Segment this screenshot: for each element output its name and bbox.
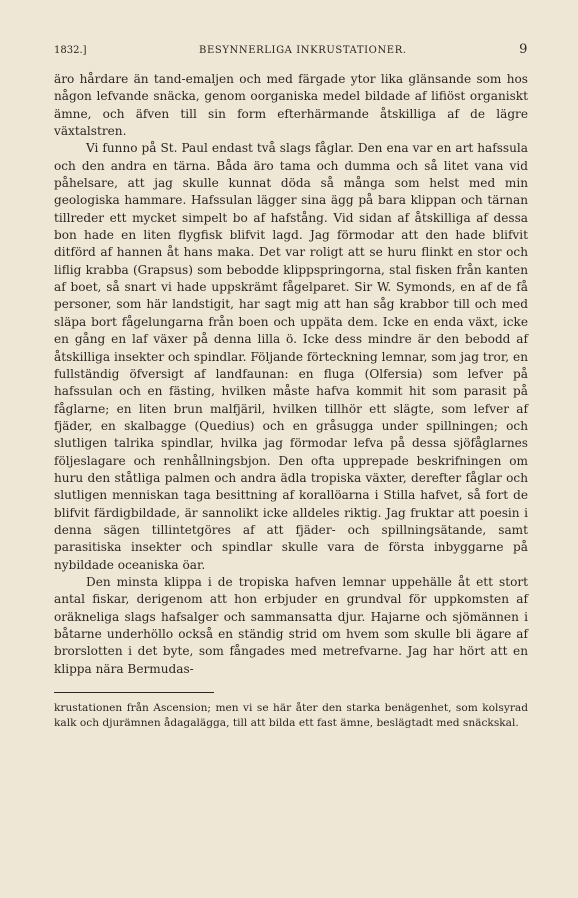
page-number: 9 xyxy=(519,42,528,57)
header-year: 1832.] xyxy=(54,45,87,56)
running-header xyxy=(54,42,528,57)
footnote-divider xyxy=(54,692,214,693)
paragraph-fishes: Den minsta klippa i de tropiska hafven lemnar uppehälle åt ett stort antal fiskar, derigenom att hon erbjuder en grundval för uppkomsten af oräkneliga slags hafsalger och sammansatta djur. Hajarne och sjömännen i båtarne underhöllo också en ständig strid om hvem som skulle bli ägare af brorslotten i det byte, som fångades med metrefvarne. Jag har hört att en klippa nära Bermudas- xyxy=(54,574,528,676)
footnote: krustationen från Ascension; men vi se här åter den starka benägenhet, som kolsyrad kalk och djurämnen ådagalägga, till att bilda ett fast ämne, beslägtadt med snäckskal. xyxy=(54,702,528,730)
main-text xyxy=(54,71,528,678)
header-title: BESYNNERLIGA INKRUSTATIONER. xyxy=(199,45,407,56)
paragraph-birds: Vi funno på St. Paul endast två slags fåglar. Den ena var en art hafssula och den andra en tärna. Båda äro tama och dumma och så litet vana vid påhelsare, att jag skulle kunnat döda så många som helst med min geologiska hammare. Hafssulan lägger sina ägg på bara klippan och tärnan tillreder ett mycket simpelt bo af hafstång. Vid sidan af åtskilliga af dessa bon hade en liten flygfisk blifvit lagd. Jag förmodar att den hade blifvit ditförd af hannen åt hans maka. Det var roligt att se huru flinkt en stor och liflig krabba (Grapsus) som bebodde klippspringorna, stal fisken från kanten af boet, så snart vi hade uppskrämt fågelparet. Sir W. Symonds, en af de få personer, som här landstigit, har sagt mig att han såg krabbor till och med släpa bort fågelungarna från boen och uppäta dem. Icke en enda växt, icke en gång en laf växer på denna lilla ö. Icke dess mindre är den bebodd af åtskilliga insekter och spindlar. Följande förteckning lemnar, som jag tror, en fullständig öfversigt af landfaunan: en fluga (Olfersia) som lefver på hafssulan och en fästing, hvilken måste hafva kommit hit som parasit på fåglarne; en liten brun malfjäril, hvilken tillhör ett slägte, som lefver af fjäder, en skalbagge (Quedius) och en gråsugga under spillningen; och slutligen talrika spindlar, hvilka jag förmodar lefva på dessa sjöfåglarnes följeslagare och renhållningsbjon. Den ofta upprepade beskrifningen om huru den ståtliga palmen och andra ädla tropiska växter, derefter fåglar och slutligen menniskan taga besittning af korallöarna i Stilla hafvet, så fort de blifvit färdigbildade, är sannolikt icke alldeles riktig. Jag fruktar att poesin i denna sägen tillintetgöres af att fjäder- och spillningsätande, samt parasitiska insekter och spindlar skulle vara de första inbyggarne på nybildade oceaniska öar. xyxy=(54,141,528,572)
paragraph-continuation: äro hårdare än tand-emaljen och med färgade ytor lika glänsande som hos någon lefvande snäcka, genom oorganiska medel bildade af lifiöst organiskt ämne, och äfven till sin form efterhärmande åtskilliga af de lägre växtalstren. xyxy=(54,72,528,139)
